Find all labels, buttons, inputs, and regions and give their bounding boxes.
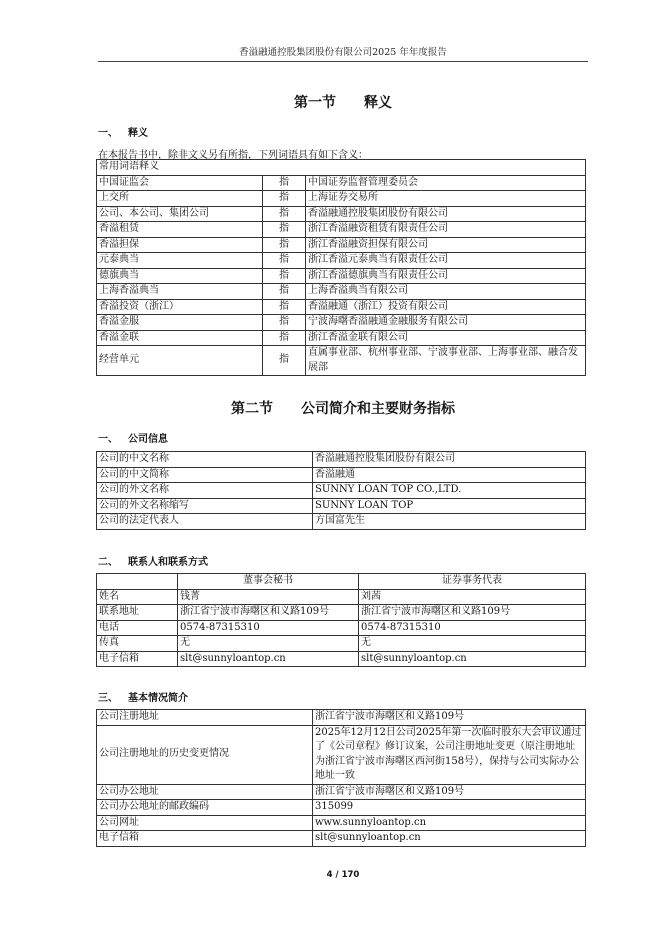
column-header: 董事会秘书: [178, 574, 359, 590]
contacts-table: [96, 573, 586, 667]
table-row: [97, 452, 586, 468]
term-sep: 指: [263, 299, 306, 315]
rep-value: slt@sunnyloantop.cn: [359, 651, 586, 667]
term-def: 浙江香溢元泰典当有限责任公司: [306, 253, 586, 269]
report-header: 香溢融通控股集团股份有限公司2025 年年度报告: [239, 47, 447, 58]
table-row: [97, 605, 586, 621]
term-def: 上海香溢典当有限公司: [306, 284, 586, 300]
heading-label: 释义: [128, 128, 148, 139]
info-label: 公司的外文名称: [97, 483, 313, 499]
secretary-value: 0574-87315310: [178, 620, 359, 636]
definitions-table: [96, 159, 586, 376]
secretary-value: 钱菁: [178, 589, 359, 605]
table-row: [97, 330, 586, 346]
basic-label: 公司注册地址的历史变更情况: [97, 725, 313, 784]
term: 香溢投资（浙江）: [97, 299, 263, 315]
company-info-table: [96, 451, 586, 530]
basic-label: 公司办公地址的邮政编码: [97, 800, 313, 816]
rep-value: 0574-87315310: [359, 620, 586, 636]
page-number: 4 / 170: [326, 870, 360, 880]
info-label: 公司的中文名称: [97, 452, 313, 468]
heading-contacts: [98, 553, 208, 568]
basic-label: 电子信箱: [97, 831, 313, 847]
heading-label: 联系人和联系方式: [128, 557, 208, 568]
term-sep: 指: [263, 315, 306, 331]
term-sep: 指: [263, 346, 306, 376]
definitions-caption: 常用词语释义: [97, 160, 586, 176]
heading-basic-info: [98, 689, 188, 704]
info-value: SUNNY LOAN TOP CO.,LTD.: [313, 483, 586, 499]
column-header: [97, 574, 178, 590]
term-def: 香溢融通控股集团股份有限公司: [306, 206, 586, 222]
table-row: [97, 284, 586, 300]
basic-label: 公司办公地址: [97, 784, 313, 800]
info-label: 公司的法定代表人: [97, 514, 313, 530]
term: 经营单元: [97, 346, 263, 376]
heading-definitions: [98, 124, 148, 139]
table-row: [97, 831, 586, 847]
table-row: [97, 268, 586, 284]
term: 公司、本公司、集团公司: [97, 206, 263, 222]
term-def: 宁波海曙香溢融通金融服务有限公司: [306, 315, 586, 331]
heading-company-info: [98, 430, 168, 445]
basic-value: www.sunnyloantop.cn: [313, 815, 586, 831]
basic-label: 公司注册地址: [97, 710, 313, 726]
table-row: [97, 498, 586, 514]
term-sep: 指: [263, 253, 306, 269]
table-row: [97, 237, 586, 253]
basic-value: 浙江省宁波市海曙区和义路109号: [313, 710, 586, 726]
basic-value: 315099: [313, 800, 586, 816]
term-def: 香溢融通（浙江）投资有限公司: [306, 299, 586, 315]
header-rule: [98, 61, 588, 62]
term: 香溢金服: [97, 315, 263, 331]
term-def: 直属事业部、杭州事业部、宁波事业部、上海事业部、融合发展部: [306, 346, 586, 376]
table-row: [97, 315, 586, 331]
basic-value: 浙江省宁波市海曙区和义路109号: [313, 784, 586, 800]
term-sep: 指: [263, 191, 306, 207]
term-def: 浙江香溢金联有限公司: [306, 330, 586, 346]
section-title-definitions: 第一节 释义: [294, 95, 392, 111]
info-label: 公司的中文简称: [97, 467, 313, 483]
table-row: [97, 620, 586, 636]
heading-number: 一、: [98, 434, 118, 445]
table-row: [97, 253, 586, 269]
table-row: [97, 175, 586, 191]
table-row: [97, 299, 586, 315]
term: 香溢金联: [97, 330, 263, 346]
term-def: 浙江香溢融资担保有限公司: [306, 237, 586, 253]
info-value: 方国富先生: [313, 514, 586, 530]
heading-label: 基本情况简介: [128, 693, 188, 704]
contact-label: 姓名: [97, 589, 178, 605]
table-row: [97, 651, 586, 667]
secretary-value: 无: [178, 636, 359, 652]
info-value: 香溢融通控股集团股份有限公司: [313, 452, 586, 468]
table-header-row: [97, 574, 586, 590]
definitions-intro: 在本报告书中，除非文义另有所指，下列词语具有如下含义：: [98, 150, 368, 161]
term: 上海香溢典当: [97, 284, 263, 300]
column-header: 证券事务代表: [359, 574, 586, 590]
rep-value: 刘茜: [359, 589, 586, 605]
table-row: [97, 206, 586, 222]
section-title-company-profile: 第二节 公司简介和主要财务指标: [231, 401, 455, 417]
rep-value: 无: [359, 636, 586, 652]
contact-label: 电话: [97, 620, 178, 636]
contact-label: 电子信箱: [97, 651, 178, 667]
term-def: 上海证券交易所: [306, 191, 586, 207]
contact-label: 传真: [97, 636, 178, 652]
term-sep: 指: [263, 330, 306, 346]
term-sep: 指: [263, 175, 306, 191]
info-value: 香溢融通: [313, 467, 586, 483]
heading-number: 二、: [98, 557, 118, 568]
secretary-value: 浙江省宁波市海曙区和义路109号: [178, 605, 359, 621]
table-row: [97, 589, 586, 605]
term: 香溢担保: [97, 237, 263, 253]
table-row: [97, 800, 586, 816]
contact-label: 联系地址: [97, 605, 178, 621]
table-row: [97, 222, 586, 238]
table-row: [97, 467, 586, 483]
term-sep: 指: [263, 237, 306, 253]
basic-value: slt@sunnyloantop.cn: [313, 831, 586, 847]
term-sep: 指: [263, 222, 306, 238]
table-row: [97, 725, 586, 784]
term: 元泰典当: [97, 253, 263, 269]
table-row: [97, 191, 586, 207]
term-sep: 指: [263, 284, 306, 300]
term: 中国证监会: [97, 175, 263, 191]
table-row: [97, 346, 586, 376]
info-label: 公司的外文名称缩写: [97, 498, 313, 514]
term-def: 浙江香溢德旗典当有限责任公司: [306, 268, 586, 284]
secretary-value: slt@sunnyloantop.cn: [178, 651, 359, 667]
table-row: [97, 636, 586, 652]
heading-number: 三、: [98, 693, 118, 704]
basic-info-table: [96, 709, 586, 847]
term: 香溢租赁: [97, 222, 263, 238]
info-value: SUNNY LOAN TOP: [313, 498, 586, 514]
term-def: 中国证券监督管理委员会: [306, 175, 586, 191]
table-row: [97, 815, 586, 831]
term-sep: 指: [263, 206, 306, 222]
basic-label: 公司网址: [97, 815, 313, 831]
term-def: 浙江香溢融资租赁有限责任公司: [306, 222, 586, 238]
table-row: [97, 784, 586, 800]
heading-number: 一、: [98, 128, 118, 139]
table-row: [97, 483, 586, 499]
rep-value: 浙江省宁波市海曙区和义路109号: [359, 605, 586, 621]
table-row: [97, 514, 586, 530]
heading-label: 公司信息: [128, 434, 168, 445]
basic-value: 2025年12月12日公司2025年第一次临时股东大会审议通过了《公司章程》修订议案，公司注册地址变更（原注册地址为浙江省宁波市海曙区西河街158号），保持与公司实际办公地址一致: [313, 725, 586, 784]
term: 德旗典当: [97, 268, 263, 284]
term: 上交所: [97, 191, 263, 207]
table-row: [97, 710, 586, 726]
term-sep: 指: [263, 268, 306, 284]
